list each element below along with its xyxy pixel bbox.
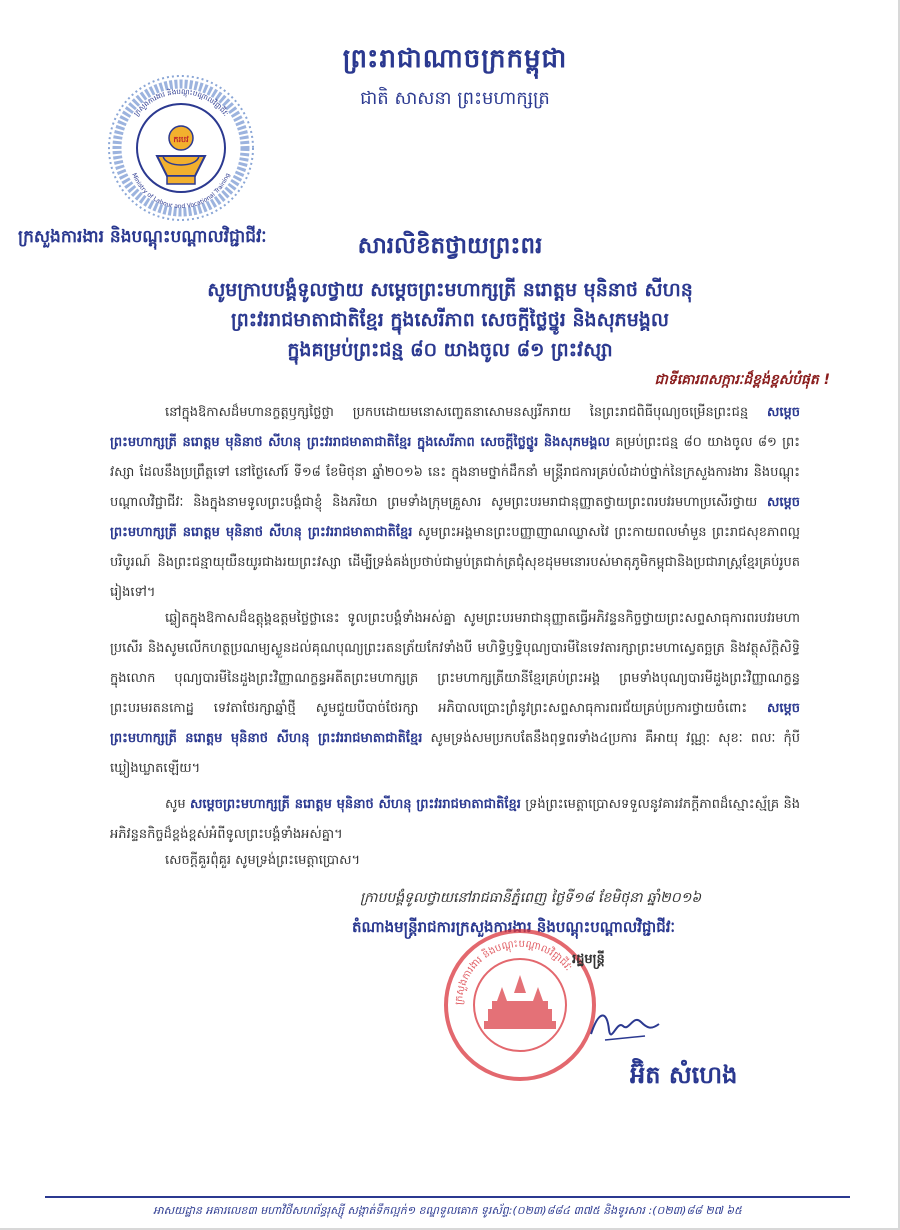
paragraph-text: គម្រប់ព្រះជន្ម ៨០ យាងចូល ៨១ ព្រះវស្សា ដែលនឹងប្រព្រឹត្តទៅ នៅថ្ងៃសៅរ៍ ទី១៨ ខែមិថុនា ឆ្នាំ២០១៦ នេះ ក្នុងនាមថ្នាក់ដឹកនាំ មន្ត្រីរាជការគ្រប់លំដាប់ថ្នាក់នៃក្រសួងការងារ និងបណ្តុះបណ្តាលវិជ្ជាជីវៈ និងក្នុងនាមទូលព្រះបង្គំជាខ្ញុំ និងភរិយា ព្រមទាំងក្រុមគ្រួសារ សូមព្រះបរមរាជានុញ្ញាតថ្វាយព្រះពរបវរមហាប្រសើរថ្វាយ xyxy=(110,435,801,510)
logo-badge-text: ករបវ xyxy=(173,135,189,144)
minister-signature xyxy=(585,1000,665,1050)
national-motto: ជាតិ សាសនា ព្រះមហាក្សត្រ xyxy=(360,88,550,109)
paragraph-text: ទ្រង់ព្រះមេត្តាប្រោសទទួលនូវគារវភក្តីភាពដ៏ស្មោះស្ម័គ្រ និងអភិវន្ទនកិច្ចដ៏ខ្ពង់ខ្ពស់អំពីទូលព្រះបង្គំទាំងអស់គ្នា។ xyxy=(110,797,800,842)
ministry-name: ក្រសួងការងារ និងបណ្តុះបណ្តាលវិជ្ជាជីវៈ xyxy=(18,227,267,247)
logo-text-km: ក្រសួងការងារ និងបណ្តុះបណ្តាលវិជ្ជាជីវៈ xyxy=(132,87,230,118)
footer-address: អាសយដ្ឋាន អគារលេខ៣ មហាវិថីសហព័ន្ធរុស្ស៊ី សង្កាត់ទឹកល្អក់១ ខណ្ឌទួលគោក ទូរស័ព្ទ:(០២៣)៨៨៤ ៣៧៥ និងទូរសារ :(០២៣)៨៨ ២៧ ៦៥ xyxy=(153,1204,742,1217)
angkor-wat-emblem xyxy=(484,975,556,1029)
ministry-logo xyxy=(105,72,257,224)
highlighted-name: សម្តេចព្រះមហាក្សត្រី នរោត្តម មុនិនាថ សីហនុ ព្រះវររាជមាតាជាតិខ្មែរ xyxy=(110,701,800,746)
official-seal xyxy=(440,925,600,1085)
salutation: ជាទីគោរពសក្ការៈដ៏ខ្ពង់ខ្ពស់បំផុត ! xyxy=(654,372,830,388)
paragraph-text: ឆ្លៀតក្នុងឱកាសដ៏ឧត្តុង្គឧត្តមថ្លៃថ្លានេះ ទូលព្រះបង្គំទាំងអស់គ្នា សូមព្រះបរមរាជានុញ្ញាតធ្វើអភិវន្ទនកិច្ចថ្វាយព្រះសព្ទសាធុការពរបវរមហាប្រសើរ និងសូមលើកហត្ថប្រណម្យស្ងួនដល់គុណបុណ្យព្រះរតនត្រ័យកែវទាំងបី មហិទ្ធិឫទ្ធិបុណ្យបារមីនៃទេវតារក្សាព្រះមហាស្វេតច្ឆត្រ និងវត្ថុស័ក្តិសិទ្ធិក្នុងលោក បុណ្យបារមីនៃដួងព្រះវិញ្ញាណក្ខន្ធអតីតព្រះមហាក្សត្រ ព្រះមហាក្សត្រីយានីខ្មែរគ្រប់ព្រះអង្គ ព្រមទាំងបុណ្យបារមីដួងព្រះវិញ្ញាណក្ខន្ធ ព្រះបរមរតនកោដ្ឋ ទេវតាថែរក្សាឆ្នាំថ្មី សូមជួយបីបាច់ថែរក្សា អភិបាលប្រោះព្រំនូវព្រះសព្ទសាធុការពរជ័យគ្រប់ប្រការថ្វាយចំពោះ xyxy=(110,611,800,716)
footer-divider xyxy=(45,1196,850,1198)
minister-title: រដ្ឋមន្ត្រី xyxy=(572,952,605,967)
highlighted-name: សម្តេចព្រះមហាក្សត្រី នរោត្តម មុនិនាថ សីហនុ ព្រះវររាជមាតាជាតិខ្មែរ ក្នុងសេរីភាព សេចក្តីថ្លៃថ្នូរ និងសុភមង្គល xyxy=(110,405,801,450)
paragraph-text: សូមព្រះអង្គមានព្រះបញ្ញាញាណឈ្លាសវៃ ព្រះកាយពលមាំមួន ព្រះរាជសុខភាពល្អបរិបូរណ៍ និងព្រះជន្មាយុយឺនយូរជាងរយព្រះវស្សា ដើម្បីទ្រង់គង់ប្រថាប់ជាម្លប់ត្រជាក់ត្រជុំសុខដុមមនោរបស់មាតុភូមិកម្ពុជានិងប្រជារាស្ត្រខ្មែរគ្រប់រូបតរៀងទៅ។ xyxy=(110,525,800,600)
kingdom-heading: ព្រះរាជាណាចក្រកម្ពុជា xyxy=(342,44,568,74)
paragraph-text: សូម xyxy=(165,797,186,812)
logo-text-en: Ministry of Labour and Vocational Training xyxy=(130,172,232,211)
minister-name: អ៊ិត សំហេង xyxy=(630,1061,738,1089)
title-line-2: សូមក្រាបបង្គំទូលថ្វាយ សម្តេចព្រះមហាក្សត្រី នរោត្តម មុនិនាថ សីហនុ xyxy=(207,279,693,301)
document-title: សារលិខិតថ្វាយព្រះពរ xyxy=(357,233,543,259)
body-paragraph-2 xyxy=(110,604,800,784)
representative-line: តំណាងមន្ត្រីរាជការក្រសួងការងារ និងបណ្តុះបណ្តាលវិជ្ជាជីវៈ xyxy=(352,918,676,936)
highlighted-name: សម្តេចព្រះមហាក្សត្រី នរោត្តម មុនិនាថ សីហនុ ព្រះវររាជមាតាជាតិខ្មែរ xyxy=(190,797,521,812)
body-paragraph-4: សេចក្តីគួរពុំគួរ សូមទ្រង់ព្រះមេត្តាប្រោស។ xyxy=(165,853,361,868)
paragraph-text: នៅក្នុងឱកាសដ៏មហានក្ខត្តឫក្សថ្លៃថ្លា ប្រកបដោយមនោសញ្ចេតនាសោមនស្សរីករាយ នៃព្រះរាជពិធីបុណ្យចម្រើនព្រះជន្ម xyxy=(165,405,749,420)
body-paragraph-1 xyxy=(110,398,800,608)
seal-text: ក្រសួងការងារ និងបណ្តុះបណ្តាលវិជ្ជាជីវៈ xyxy=(453,938,574,1006)
highlighted-name: សម្តេចព្រះមហាក្សត្រី នរោត្តម មុនិនាថ សីហនុ ព្រះវររាជមាតាជាតិខ្មែរ xyxy=(110,495,801,540)
title-line-3: ព្រះវររាជមាតាជាតិខ្មែរ ក្នុងសេរីភាព សេចក្តីថ្លៃថ្នូរ និងសុភមង្គល xyxy=(231,309,669,331)
title-line-4: ក្នុងគម្រប់ព្រះជន្ម ៨០ យាងចូល ៨១ ព្រះវស្សា xyxy=(287,339,613,361)
date-line: ក្រាបបង្គំទូលថ្វាយនៅរាជធានីភ្នំពេញ ថ្ងៃទី១៨ ខែមិថុនា ឆ្នាំ២០១៦ xyxy=(360,890,702,906)
paragraph-text: សូមទ្រង់សមប្រកបតែនឹងពុទ្ធពរទាំង៤ប្រការ គឺអាយុ វណ្ណៈ សុខៈ ពលៈ កុំបីឃ្លៀងឃ្លាតឡើយ។ xyxy=(110,731,800,776)
body-paragraph-3 xyxy=(110,790,800,850)
